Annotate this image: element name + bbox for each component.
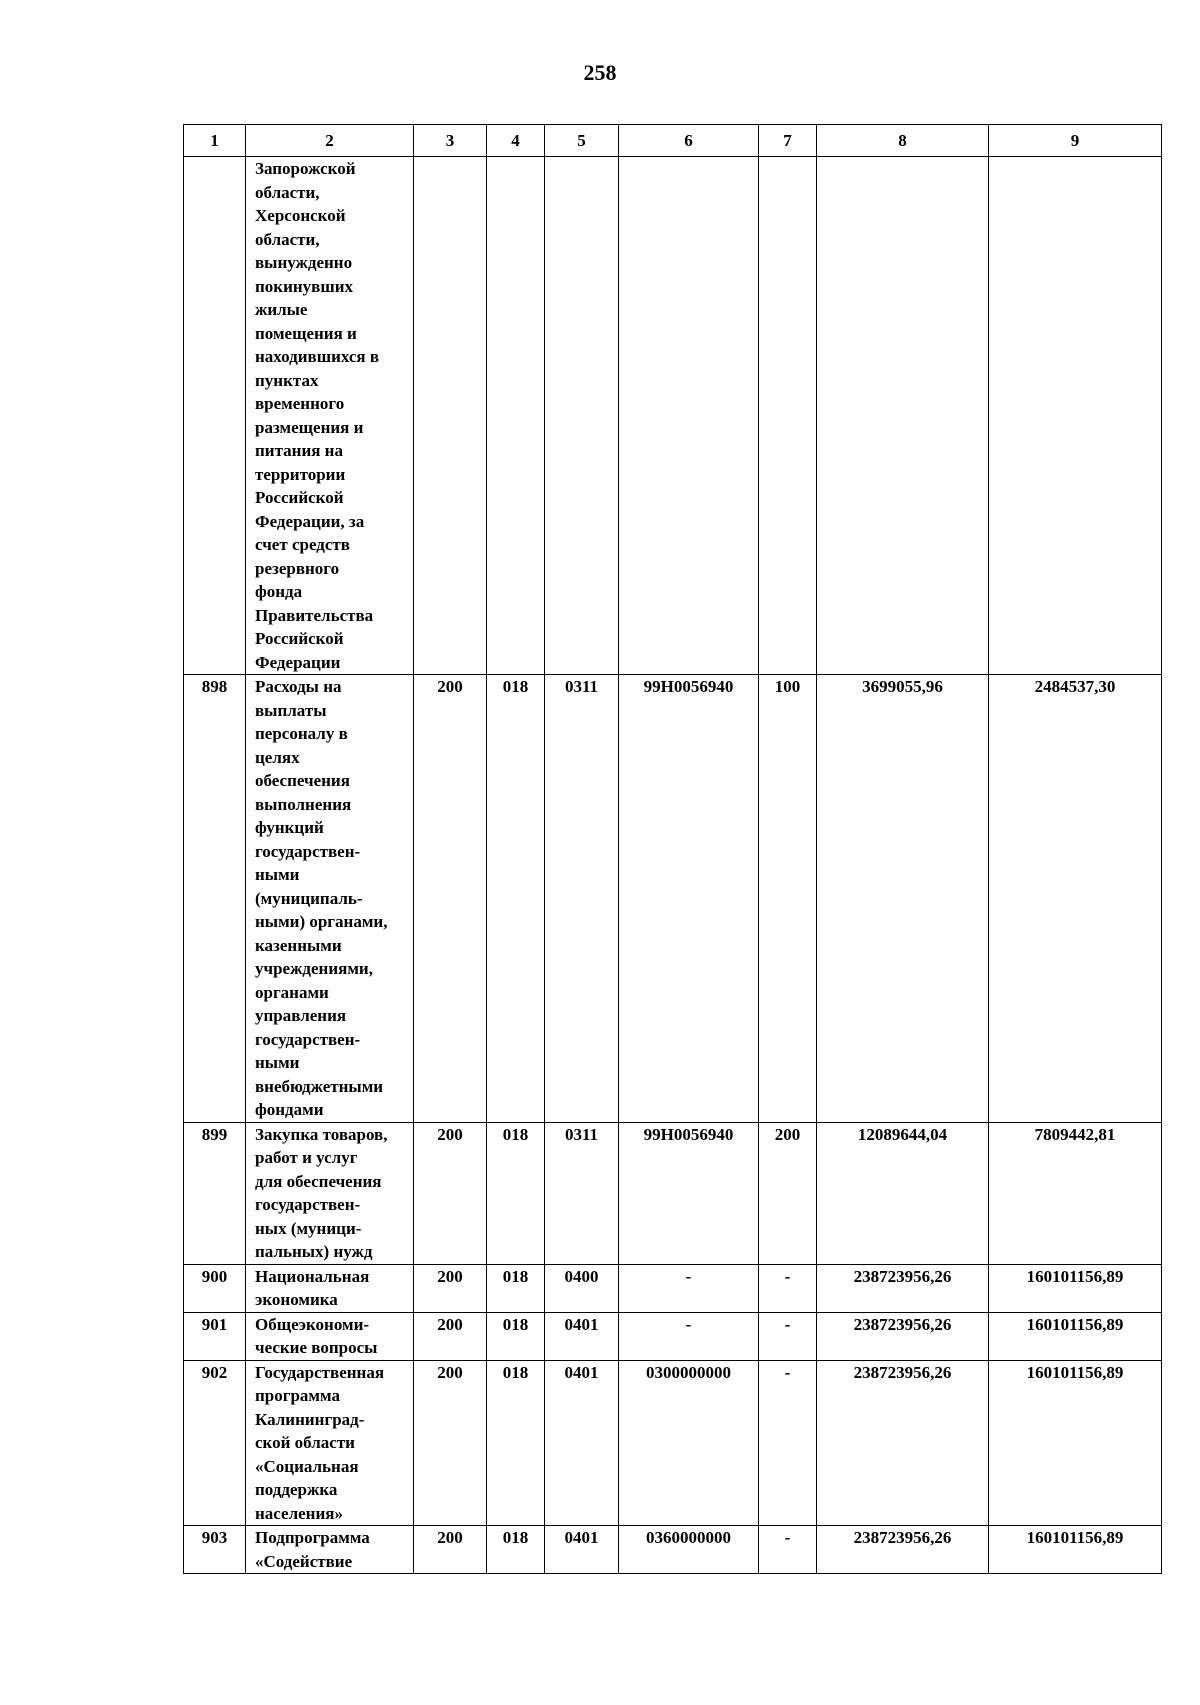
col6-cell: - (619, 1312, 759, 1360)
col5-cell: 0311 (545, 675, 619, 1123)
row-name-cell: Национальная экономика (246, 1264, 414, 1312)
col9-cell: 160101156,89 (989, 1264, 1162, 1312)
col3-cell: 200 (414, 675, 487, 1123)
col4-cell: 018 (487, 1312, 545, 1360)
row-name-cell: Расходы на выплаты персоналу в целях обеспечения выполнения функций государствен- ными (муниципаль- ными) органами, казенными учреждениями, органами управления государствен- ными внебюджетными фондами (246, 675, 414, 1123)
col8-cell (817, 157, 989, 675)
col7-cell: - (759, 1312, 817, 1360)
header-cell-6: 6 (619, 125, 759, 157)
row-name-cell: Подпрограмма «Содействие (246, 1526, 414, 1574)
col4-cell: 018 (487, 1122, 545, 1264)
header-cell-5: 5 (545, 125, 619, 157)
col8-cell: 238723956,26 (817, 1264, 989, 1312)
col7-cell: 100 (759, 675, 817, 1123)
row-name-cell: Государственная программа Калининград- ской области «Социальная поддержка населения» (246, 1360, 414, 1526)
col5-cell: 0401 (545, 1526, 619, 1574)
col4-cell: 018 (487, 675, 545, 1123)
col3-cell: 200 (414, 1360, 487, 1526)
col8-cell: 12089644,04 (817, 1122, 989, 1264)
header-cell-1: 1 (184, 125, 246, 157)
col8-cell: 238723956,26 (817, 1360, 989, 1526)
col6-cell: - (619, 1264, 759, 1312)
col4-cell: 018 (487, 1360, 545, 1526)
col3-cell: 200 (414, 1264, 487, 1312)
col5-cell: 0311 (545, 1122, 619, 1264)
col4-cell: 018 (487, 1264, 545, 1312)
page-number: 258 (583, 60, 617, 85)
col5-cell (545, 157, 619, 675)
col5-cell: 0401 (545, 1360, 619, 1526)
col6-cell: 0360000000 (619, 1526, 759, 1574)
row-name-cell: Запорожской области, Херсонской области, вынужденно покинувших жилые помещения и находившихся в пунктах временного размещения и питания на территории Российской Федерации, за счет средств резервного фонда Правительства Российской Федерации (246, 157, 414, 675)
row-number-cell: 902 (184, 1360, 246, 1526)
table-row (184, 1526, 1162, 1574)
col7-cell: - (759, 1360, 817, 1526)
col7-cell: 200 (759, 1122, 817, 1264)
table-row (184, 1312, 1162, 1360)
table-row (184, 157, 1162, 675)
col8-cell: 3699055,96 (817, 675, 989, 1123)
col4-cell (487, 157, 545, 675)
col9-cell: 160101156,89 (989, 1360, 1162, 1526)
col7-cell: - (759, 1526, 817, 1574)
col5-cell: 0400 (545, 1264, 619, 1312)
header-cell-9: 9 (989, 125, 1162, 157)
col6-cell: 99Н0056940 (619, 675, 759, 1123)
row-number-cell: 903 (184, 1526, 246, 1574)
header-cell-2: 2 (246, 125, 414, 157)
row-number-cell: 900 (184, 1264, 246, 1312)
row-number-cell: 898 (184, 675, 246, 1123)
header-cell-8: 8 (817, 125, 989, 157)
row-number-cell: 901 (184, 1312, 246, 1360)
col9-cell: 7809442,81 (989, 1122, 1162, 1264)
col9-cell: 2484537,30 (989, 675, 1162, 1123)
col9-cell: 160101156,89 (989, 1312, 1162, 1360)
col4-cell: 018 (487, 1526, 545, 1574)
col5-cell: 0401 (545, 1312, 619, 1360)
header-cell-3: 3 (414, 125, 487, 157)
col8-cell: 238723956,26 (817, 1312, 989, 1360)
col9-cell: 160101156,89 (989, 1526, 1162, 1574)
col3-cell: 200 (414, 1312, 487, 1360)
col3-cell: 200 (414, 1122, 487, 1264)
table-row (184, 675, 1162, 1123)
col7-cell (759, 157, 817, 675)
col6-cell: 99Н0056940 (619, 1122, 759, 1264)
row-number-cell: 899 (184, 1122, 246, 1264)
row-number-cell (184, 157, 246, 675)
row-name-cell: Общеэкономи- ческие вопросы (246, 1312, 414, 1360)
table-row (184, 1264, 1162, 1312)
row-name-cell: Закупка товаров, работ и услуг для обеспечения государствен- ных (муници- пальных) нужд (246, 1122, 414, 1264)
col8-cell: 238723956,26 (817, 1526, 989, 1574)
header-cell-7: 7 (759, 125, 817, 157)
col6-cell (619, 157, 759, 675)
table-row (184, 1360, 1162, 1526)
col7-cell: - (759, 1264, 817, 1312)
table-header-row (184, 125, 1162, 157)
col9-cell (989, 157, 1162, 675)
col6-cell: 0300000000 (619, 1360, 759, 1526)
col3-cell: 200 (414, 1526, 487, 1574)
col3-cell (414, 157, 487, 675)
budget-table (183, 124, 1162, 1574)
header-cell-4: 4 (487, 125, 545, 157)
table-row (184, 1122, 1162, 1264)
